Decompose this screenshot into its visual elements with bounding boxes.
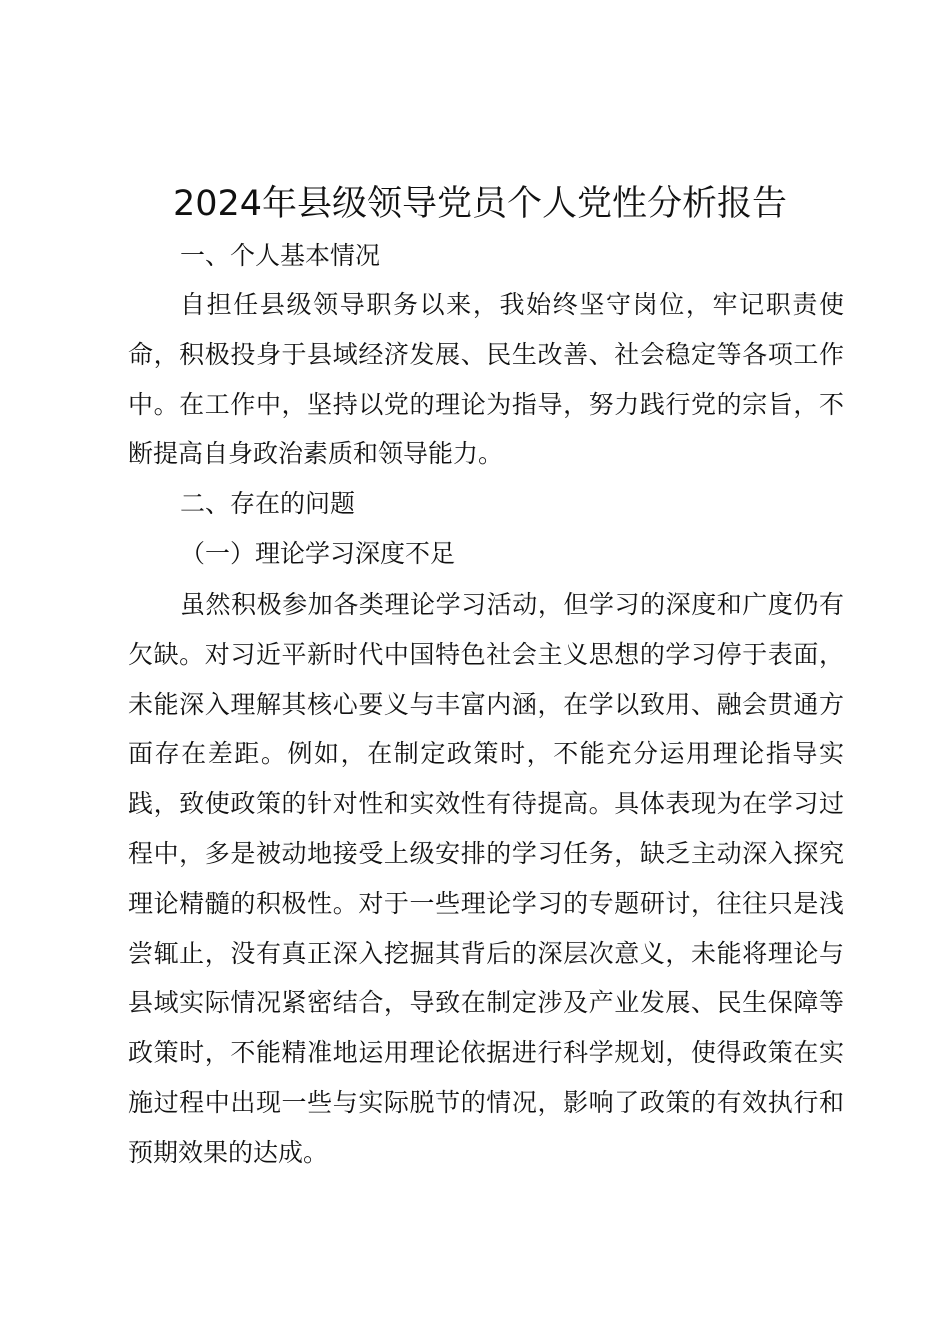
section-heading-problems: 二、存在的问题 <box>180 489 356 518</box>
document-title: 2024年县级领导党员个人党性分析报告 <box>172 184 788 224</box>
subsection-heading-theory-study: （一）理论学习深度不足 <box>180 539 456 568</box>
paragraph-theory-study: 虽然积极参加各类理论学习活动，但学习的深度和广度仍有欠缺。对习近平新时代中国特色社会主义思想的学习停于表面，未能深入理解其核心要义与丰富内涵，在学以致用、融会贯通方面存在差距。例如，在制定政策时，不能充分运用理论指导实践，致使政策的针对性和实效性有待提高。具体表现为在学习过程中，多是被动地接受上级安排的学习任务，缺乏主动深入探究理论精髓的积极性。对于一些理论学习的专题研讨，往往只是浅尝辄止，没有真正深入挖掘其背后的深层次意义，未能将理论与县域实际情况紧密结合，导致在制定涉及产业发展、民生保障等政策时，不能精准地运用理论依据进行科学规划，使得政策在实施过程中出现一些与实际脱节的情况，影响了政策的有效执行和预期效果的达成。 <box>128 590 844 1167</box>
section-heading-basic-info: 一、个人基本情况 <box>180 241 381 270</box>
paragraph-basic-info: 自担任县级领导职务以来，我始终坚守岗位，牢记职责使命，积极投身于县域经济发展、民生改善、社会稳定等各项工作中。在工作中，坚持以党的理论为指导，努力践行党的宗旨，不断提高自身政治素质和领导能力。 <box>128 290 844 469</box>
